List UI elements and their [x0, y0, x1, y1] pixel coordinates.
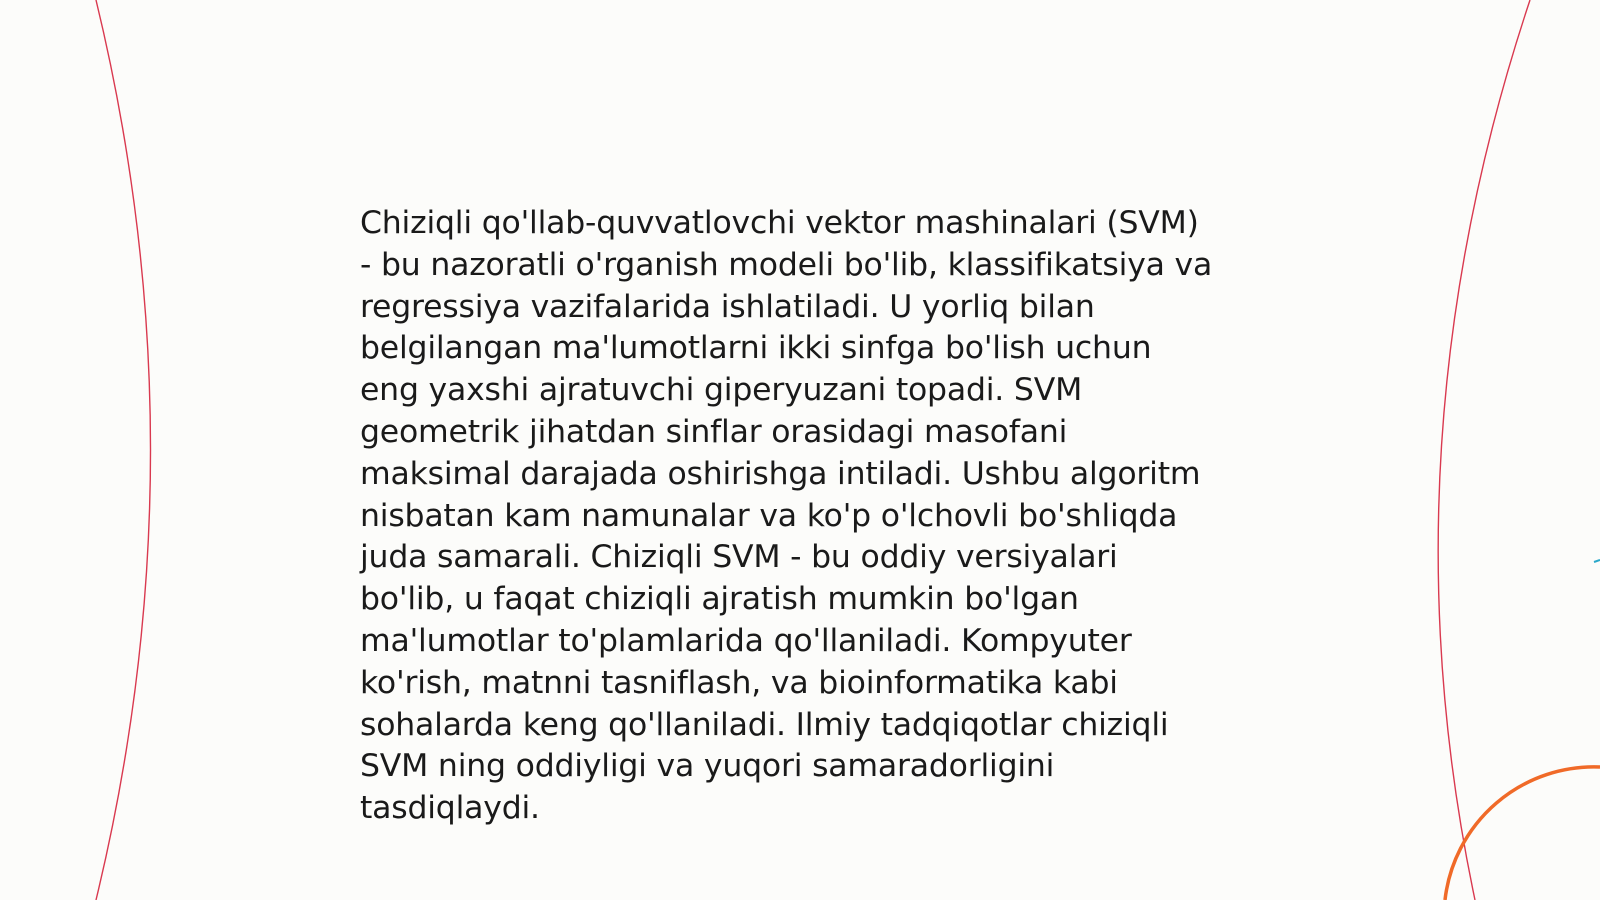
body-paragraph: Chiziqli qo'llab-quvvatlovchi vektor mashinalari (SVM) - bu nazoratli o'rganish modeli bo'lib, klassifikatsiya va regressiya vazifalarida ishlatiladi. U yorliq bilan belgilangan ma'lumotlarni ikki sinfga bo'lish uchun eng yaxshi ajratuvchi giperyuzani topadi. SVM geometrik jihatdan sinflar orasidagi masofani maksimal darajada oshirishga intiladi. Ushbu algoritm nisbatan kam namunalar va ko'p o'lchovli bo'shliqda juda samarali. Chiziqli SVM - bu oddiy versiyalari bo'lib, u faqat chiziqli ajratish mumkin bo'lgan ma'lumotlar to'plamlarida qo'llaniladi. Kompyuter ko'rish, matnni tasniflash, va bioinformatika kabi sohalarda keng qo'llaniladi. Ilmiy tadqiqotlar chiziqli SVM ning oddiyligi va yuqori samaradorligini tasdiqlaydi.	[360, 205, 1213, 827]
orange-arc	[1445, 767, 1600, 900]
left-curve-line	[96, 0, 151, 900]
right-curve-line	[1438, 0, 1530, 900]
teal-tick	[1594, 560, 1600, 562]
